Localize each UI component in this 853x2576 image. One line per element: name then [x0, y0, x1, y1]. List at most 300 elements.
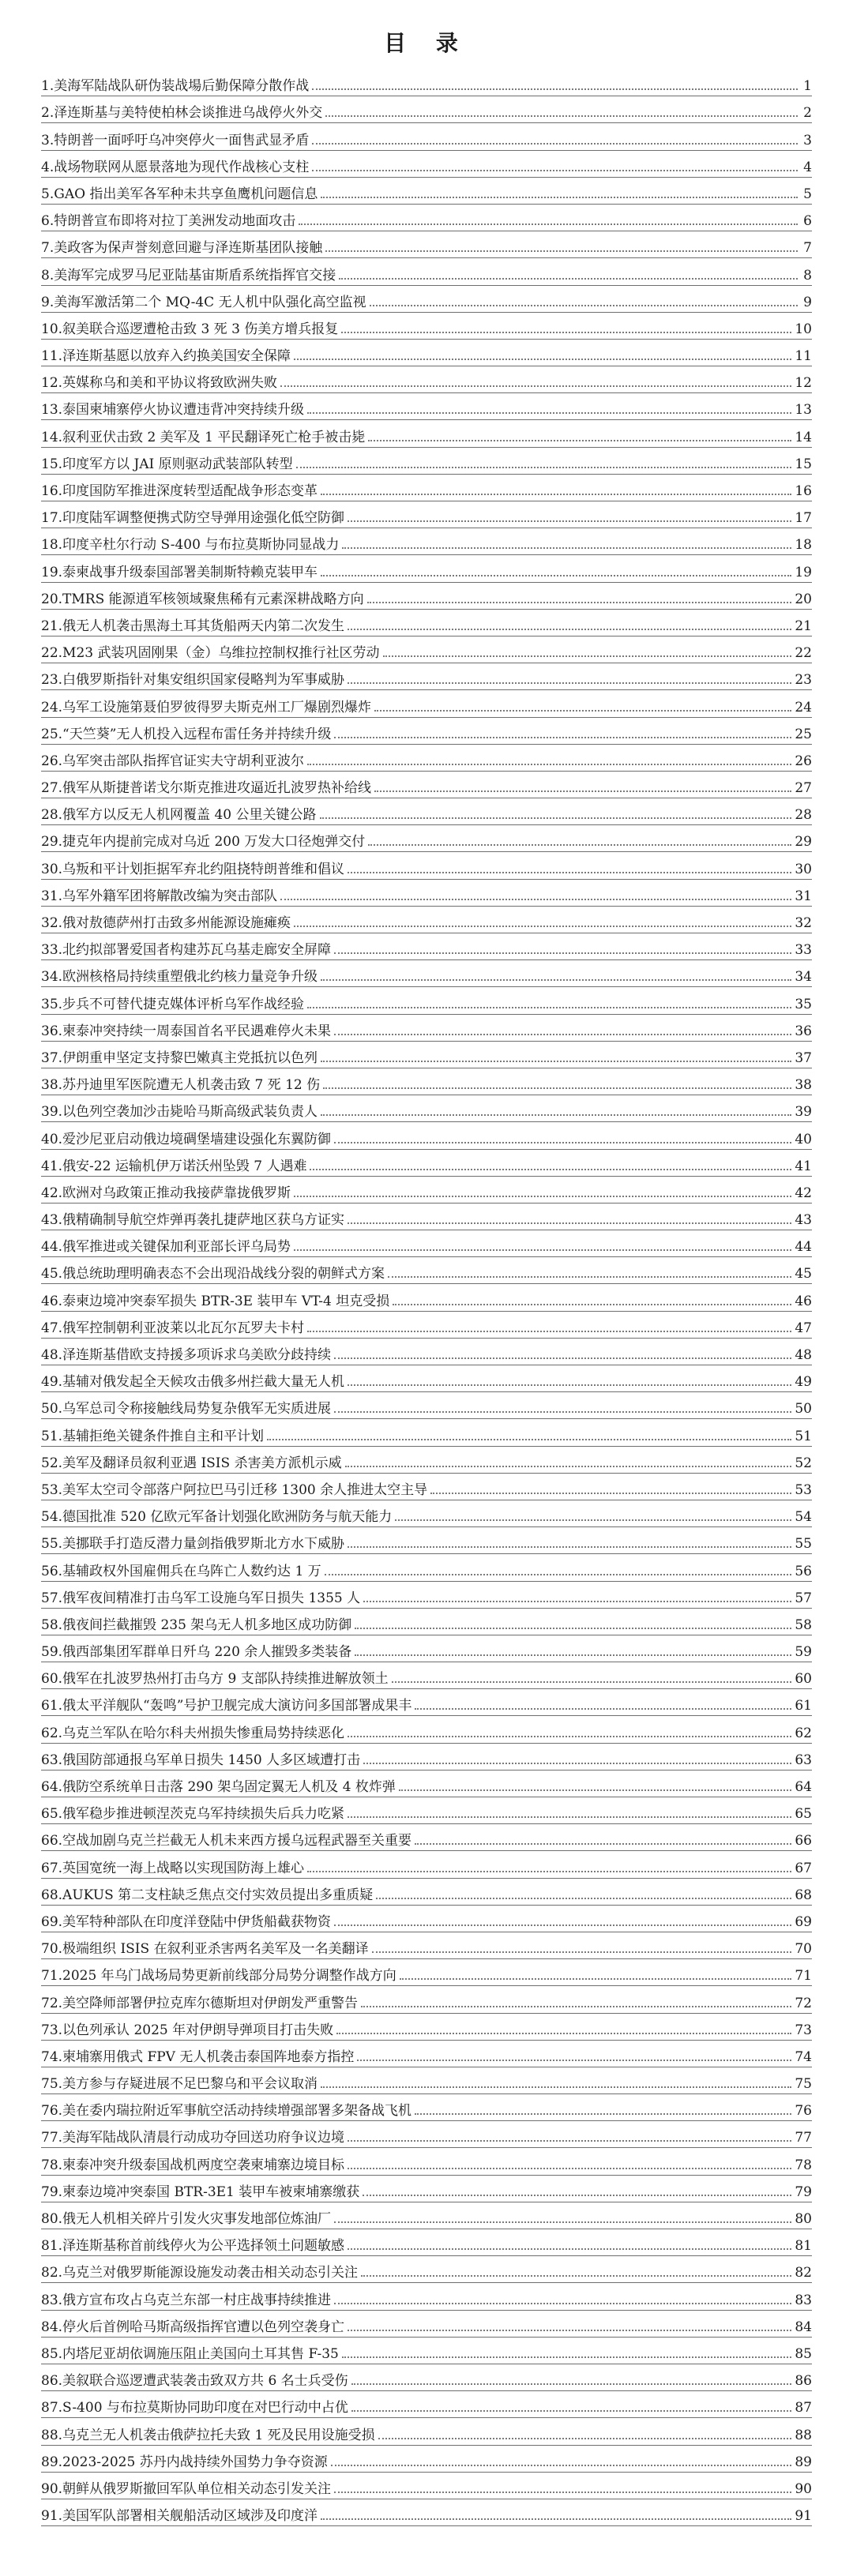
- toc-entry[interactable]: [41, 340, 812, 366]
- toc-entry-title: 泽连斯基与美特使柏林会谈推进乌战停火外交: [54, 105, 323, 122]
- toc-entry-title: 美海军激活第二个 MQ-4C 无人机中队强化高空监视: [54, 294, 366, 310]
- toc-entry[interactable]: [41, 205, 812, 231]
- toc-entry-number: 34.: [41, 969, 63, 986]
- toc-dot-leader: [355, 1654, 791, 1656]
- toc-entry-number: 59.: [41, 1644, 63, 1661]
- toc-entry[interactable]: [41, 1230, 812, 1257]
- toc-entry[interactable]: [41, 1554, 812, 1581]
- toc-entry[interactable]: [41, 2391, 812, 2418]
- toc-entry[interactable]: [41, 2148, 812, 2175]
- toc-entry-title: 白俄罗斯指针对集安组织国家侵略判为军事威胁: [62, 672, 345, 689]
- toc-entry[interactable]: [41, 1204, 812, 1230]
- toc-entry-number: 70.: [41, 1941, 63, 1958]
- toc-entry-number: 21.: [41, 618, 63, 634]
- toc-entry-page-number: 82: [795, 2265, 812, 2281]
- toc-entry-title: “天竺葵”无人机投入远程布雷任务并持续升级: [62, 726, 332, 742]
- toc-entry[interactable]: [41, 313, 812, 340]
- toc-entry-title: 基辅拒绝关键条件推自主和平计划: [62, 1428, 265, 1444]
- toc-entry-page-number: 59: [795, 1644, 812, 1661]
- toc-entry[interactable]: [41, 178, 812, 205]
- toc-entry-title: 美军太空司令部落户阿拉巴马引迁移 1300 余人推进太空主导: [62, 1481, 428, 1498]
- toc-entry[interactable]: [41, 1582, 812, 1609]
- toc-entry-page-number: 91: [795, 2508, 812, 2525]
- toc-entry-number: 82.: [41, 2265, 63, 2281]
- toc-entry-title: 俄西部集团军群单日歼乌 220 余人摧毁多类装备: [62, 1644, 352, 1661]
- toc-entry-title: 俄军夜间精准打击乌军工设施乌军日损失 1355 人: [62, 1590, 361, 1606]
- toc-entry-number: 49.: [41, 1374, 63, 1391]
- toc-entry[interactable]: [41, 1716, 812, 1743]
- toc-entry[interactable]: [41, 1419, 812, 1446]
- toc-entry-title: GAO 指出美军各军种未共享鱼鹰机问题信息: [54, 186, 318, 202]
- toc-entry[interactable]: [41, 1500, 812, 1527]
- toc-entry[interactable]: [41, 2311, 812, 2338]
- toc-entry-title: 特朗普一面呼吁乌冲突停火一面售武显矛盾: [54, 132, 310, 148]
- toc-entry[interactable]: [41, 123, 812, 150]
- toc-entry[interactable]: [41, 2041, 812, 2067]
- toc-entry-page-number: 38: [795, 1077, 812, 1094]
- toc-entry-page-number: 68: [795, 1887, 812, 1903]
- toc-dot-leader: [348, 2248, 791, 2250]
- toc-entry[interactable]: [41, 2229, 812, 2256]
- toc-entry-number: 71.: [41, 1968, 63, 1985]
- toc-entry-number: 67.: [41, 1860, 63, 1876]
- toc-entry-page-number: 2: [803, 105, 812, 122]
- toc-entry-title: M23 武装巩固刚果（金）乌维拉控制权推行社区劳动: [62, 645, 380, 662]
- toc-entry-title: 2025 年乌门战场局势更新前线部分局势分调整作战方向: [62, 1968, 396, 1985]
- toc-entry[interactable]: [41, 2446, 812, 2473]
- toc-entry[interactable]: [41, 880, 812, 907]
- toc-entry[interactable]: [41, 636, 812, 663]
- toc-entry-title: 特朗普宣布即将对拉丁美洲发动地面攻击: [54, 213, 296, 230]
- toc-entry-title: 柬埔寨用俄式 FPV 无人机袭击泰国阵地泰方指控: [62, 2048, 355, 2065]
- toc-dot-leader: [310, 1169, 791, 1170]
- toc-dot-leader: [325, 1574, 792, 1575]
- toc-dot-leader: [374, 710, 791, 712]
- toc-entry-title: 泽连斯基借欧支持援多项诉求乌美欧分歧持续: [62, 1347, 332, 1363]
- toc-entry-number: 13.: [41, 402, 63, 419]
- toc-dot-leader: [388, 1276, 791, 1278]
- toc-entry[interactable]: [41, 1392, 812, 1419]
- toc-entry-title: 欧洲对乌政策正推动我接萨靠拢俄罗斯: [62, 1185, 291, 1201]
- toc-entry-page-number: 58: [795, 1617, 812, 1633]
- toc-entry[interactable]: [41, 1474, 812, 1500]
- toc-dot-leader: [361, 2275, 791, 2277]
- toc-entry-page-number: 89: [795, 2454, 812, 2470]
- toc-entry-title: 捷克年内提前完成对乌近 200 万发大口径炮弹交付: [62, 834, 366, 851]
- toc-entry-page-number: 46: [795, 1293, 812, 1309]
- toc-entry-number: 11.: [41, 348, 63, 365]
- toc-entry[interactable]: [41, 1312, 812, 1339]
- toc-dot-leader: [294, 1196, 791, 1197]
- toc-dot-leader: [267, 1439, 791, 1440]
- toc-entry[interactable]: [41, 231, 812, 258]
- toc-entry[interactable]: [41, 1879, 812, 1906]
- toc-entry-title: 美海军陆战队清晨行动成功夺回送功府争议边境: [62, 2130, 345, 2146]
- toc-entry-page-number: 81: [795, 2238, 812, 2255]
- toc-dot-leader: [351, 2383, 792, 2385]
- toc-entry-title: 俄无人机袭击黑海土耳其货船两天内第二次发生: [62, 618, 345, 634]
- toc-dot-leader: [299, 223, 798, 225]
- toc-entry[interactable]: [41, 448, 812, 475]
- toc-entry-page-number: 20: [795, 591, 812, 607]
- toc-entry-number: 55.: [41, 1536, 63, 1553]
- toc-entry[interactable]: [41, 1932, 812, 1959]
- toc-entry-number: 57.: [41, 1590, 63, 1606]
- toc-entry-page-number: 21: [795, 618, 812, 634]
- toc-entry-page-number: 57: [795, 1590, 812, 1606]
- toc-entry-title: 美空降师部署伊拉克库尔德斯坦对伊朗发严重警告: [62, 1995, 359, 2011]
- toc-dot-leader: [383, 655, 792, 657]
- toc-dot-leader: [355, 1628, 791, 1629]
- toc-entry-number: 47.: [41, 1320, 63, 1336]
- toc-dot-leader: [392, 1681, 792, 1683]
- toc-entry[interactable]: [41, 1177, 812, 1204]
- toc-entry-page-number: 1: [803, 78, 812, 95]
- toc-entry-number: 83.: [41, 2292, 63, 2308]
- toc-dot-leader: [321, 2086, 791, 2088]
- toc-entry-title: 泽连斯基愿以放弃入约换美国安全保障: [62, 348, 291, 365]
- toc-entry-page-number: 49: [795, 1374, 812, 1391]
- toc-entry-title: 美军及翻译员叙利亚遇 ISIS 杀害美方派机示威: [62, 1455, 342, 1471]
- toc-entry-title: 乌军工设施第聂伯罗彼得罗夫斯克州工厂爆剧烈爆炸: [62, 699, 372, 715]
- toc-dot-leader: [334, 952, 791, 954]
- toc-dot-leader: [325, 115, 798, 117]
- toc-dot-leader: [361, 2006, 791, 2007]
- toc-entry[interactable]: [41, 1042, 812, 1068]
- toc-entry-number: 76.: [41, 2103, 63, 2120]
- toc-entry[interactable]: [41, 1015, 812, 1042]
- toc-entry-page-number: 87: [795, 2400, 812, 2416]
- toc-entry-title: 欧洲核格局持续重塑俄北约核力量竞争升级: [62, 969, 318, 986]
- toc-dot-leader: [320, 817, 792, 819]
- toc-dot-leader: [342, 2356, 792, 2358]
- toc-entry-title: 2023-2025 苏丹内战持续外国势力争夺资源: [62, 2454, 328, 2470]
- toc-entry[interactable]: [41, 960, 812, 987]
- toc-entry[interactable]: [41, 69, 812, 96]
- toc-entry-number: 65.: [41, 1806, 63, 1823]
- toc-entry-title: 俄太平洋舰队“轰鸣”号护卫舰完成大演访问多国部署成果丰: [62, 1698, 412, 1714]
- toc-entry-page-number: 52: [795, 1455, 812, 1471]
- toc-entry-page-number: 71: [795, 1968, 812, 1985]
- toc-entry-number: 89.: [41, 2454, 63, 2470]
- toc-entry[interactable]: [41, 501, 812, 528]
- toc-entry-page-number: 8: [803, 267, 812, 284]
- toc-entry[interactable]: [41, 1447, 812, 1474]
- toc-entry[interactable]: [41, 1959, 812, 1986]
- toc-entry-page-number: 30: [795, 861, 812, 877]
- toc-entry-page-number: 61: [795, 1698, 812, 1714]
- toc-entry[interactable]: [41, 1744, 812, 1771]
- toc-entry[interactable]: [41, 2067, 812, 2094]
- toc-entry-page-number: 10: [795, 321, 812, 337]
- toc-entry-page-number: 36: [795, 1023, 812, 1039]
- toc-dot-leader: [307, 1007, 791, 1008]
- toc-entry-page-number: 25: [795, 726, 812, 742]
- toc-entry-number: 8.: [41, 267, 54, 284]
- toc-entry-title: 内塔尼亚胡依调施压阻止美国向土耳其售 F-35: [62, 2345, 339, 2362]
- toc-entry-page-number: 15: [795, 456, 812, 472]
- toc-entry[interactable]: [41, 258, 812, 285]
- toc-entry-title: 俄军稳步推进顿涅茨克乌军持续损失后兵力吃紧: [62, 1806, 345, 1823]
- toc-entry[interactable]: [41, 1095, 812, 1122]
- toc-entry-title: 极端组织 ISIS 在叙利亚杀害两名美军及一名美翻译: [62, 1941, 369, 1958]
- toc-dot-leader: [334, 2303, 791, 2304]
- toc-dot-leader: [342, 547, 791, 549]
- toc-entry-number: 20.: [41, 591, 63, 607]
- toc-entry[interactable]: [41, 933, 812, 960]
- toc-dot-leader: [351, 2410, 791, 2412]
- toc-entry-page-number: 42: [795, 1185, 812, 1201]
- toc-entry[interactable]: [41, 772, 812, 798]
- toc-entry-number: 41.: [41, 1158, 63, 1174]
- toc-dot-leader: [348, 1546, 791, 1548]
- toc-entry[interactable]: [41, 1906, 812, 1932]
- toc-entry-title: 伊朗重申坚定支持黎巴嫩真主党抵抗以色列: [62, 1050, 318, 1066]
- toc-entry[interactable]: [41, 366, 812, 393]
- toc-entry-title: 美方参与存疑进展不足巴黎乌和平会议取消: [62, 2076, 318, 2093]
- toc-entry-title: 俄安-22 运输机伊万诺沃州坠毁 7 人遇难: [62, 1158, 307, 1174]
- toc-entry-title: 美海军陆战队研伪装战場后勤保障分散作战: [54, 78, 310, 95]
- toc-dot-leader: [334, 737, 791, 738]
- toc-entry-number: 64.: [41, 1779, 63, 1795]
- toc-dot-leader: [363, 1763, 791, 1764]
- toc-entry[interactable]: [41, 583, 812, 610]
- toc-entry-title: 印度辛杜尔行动 S-400 与布拉莫斯协同显战力: [62, 537, 340, 554]
- toc-entry-page-number: 7: [803, 240, 812, 257]
- toc-entry[interactable]: [41, 1797, 812, 1824]
- toc-entry-number: 28.: [41, 807, 63, 824]
- toc-entry-number: 36.: [41, 1023, 63, 1039]
- toc-entry-page-number: 65: [795, 1806, 812, 1823]
- toc-entry-title: TMRS 能源逍军核领域聚焦稀有元素深耕战略方向: [62, 591, 364, 607]
- toc-entry[interactable]: [41, 1150, 812, 1177]
- toc-entry[interactable]: [41, 555, 812, 582]
- toc-entry-page-number: 23: [795, 672, 812, 689]
- toc-entry-page-number: 37: [795, 1050, 812, 1066]
- toc-dot-leader: [312, 143, 798, 145]
- toc-entry-page-number: 63: [795, 1752, 812, 1768]
- toc-entry-number: 14.: [41, 429, 63, 445]
- toc-dot-leader: [334, 2492, 791, 2493]
- toc-entry-number: 10.: [41, 321, 63, 337]
- toc-dot-leader: [348, 2168, 791, 2169]
- toc-entry-page-number: 35: [795, 996, 812, 1012]
- toc-entry-number: 78.: [41, 2157, 63, 2173]
- toc-dot-leader: [334, 1411, 791, 1413]
- toc-entry-page-number: 11: [795, 348, 812, 365]
- toc-dot-leader: [378, 2438, 792, 2439]
- toc-entry-page-number: 74: [795, 2048, 812, 2065]
- toc-dot-leader: [321, 2518, 791, 2520]
- toc-entry-number: 18.: [41, 537, 63, 554]
- toc-dot-leader: [321, 979, 791, 981]
- toc-entry-number: 1.: [41, 78, 54, 95]
- toc-dot-leader: [321, 494, 791, 495]
- toc-entry[interactable]: [41, 420, 812, 447]
- toc-entry-number: 37.: [41, 1050, 63, 1066]
- toc-entry[interactable]: [41, 1824, 812, 1851]
- toc-entry-number: 6.: [41, 213, 54, 230]
- toc-entry[interactable]: [41, 1365, 812, 1392]
- toc-entry-page-number: 60: [795, 1671, 812, 1688]
- toc-entry-number: 80.: [41, 2211, 63, 2227]
- toc-entry[interactable]: [41, 745, 812, 772]
- toc-dot-leader: [374, 790, 791, 792]
- toc-entry-title: 美国军队部署相关舰船活动区域涉及印度洋: [62, 2508, 318, 2525]
- toc-dot-leader: [348, 682, 791, 684]
- toc-dot-leader: [368, 844, 791, 846]
- toc-entry[interactable]: [41, 2256, 812, 2283]
- toc-dot-leader: [321, 575, 791, 576]
- toc-entry[interactable]: [41, 987, 812, 1014]
- toc-entry-title: 印度陆军调整便携式防空导弹用途强化低空防御: [62, 510, 345, 527]
- toc-entry[interactable]: [41, 1122, 812, 1149]
- toc-entry[interactable]: [41, 528, 812, 555]
- toc-entry-number: 12.: [41, 375, 63, 392]
- toc-entry[interactable]: [41, 798, 812, 825]
- toc-dot-leader: [400, 1978, 792, 1980]
- toc-entry[interactable]: [41, 1068, 812, 1095]
- toc-entry-page-number: 79: [795, 2184, 812, 2200]
- toc-entry-page-number: 27: [795, 780, 812, 797]
- toc-entry-page-number: 43: [795, 1212, 812, 1229]
- toc-entry-title: 柬泰冲突升级泰国战机两度空袭柬埔寨边境目标: [62, 2157, 345, 2173]
- toc-entry[interactable]: [41, 151, 812, 178]
- toc-entry[interactable]: [41, 1771, 812, 1797]
- toc-entry-title: 美在委内瑞拉附近军事航空活动持续增强部署多架备战飞机: [62, 2103, 412, 2120]
- toc-entry-number: 29.: [41, 834, 63, 851]
- toc-entry[interactable]: [41, 2202, 812, 2229]
- toc-dot-leader: [348, 1816, 791, 1818]
- toc-entry[interactable]: [41, 1339, 812, 1365]
- toc-entry-title: 泰柬边境冲突泰军损失 BTR-3E 装甲车 VT-4 坦克受损: [62, 1293, 390, 1309]
- toc-entry-number: 60.: [41, 1671, 63, 1688]
- toc-entry[interactable]: [41, 852, 812, 879]
- toc-entry-title: 印度国防军推进深度转型适配战争形态变革: [62, 483, 318, 499]
- toc-entry-page-number: 3: [803, 132, 812, 148]
- toc-entry[interactable]: [41, 825, 812, 852]
- toc-entry[interactable]: [41, 475, 812, 501]
- toc-entry-number: 19.: [41, 564, 63, 580]
- toc-entry[interactable]: [41, 1284, 812, 1311]
- toc-entry-number: 22.: [41, 645, 63, 662]
- toc-entry-page-number: 28: [795, 807, 812, 824]
- toc-entry-number: 40.: [41, 1131, 63, 1147]
- toc-entry-number: 5.: [41, 186, 54, 202]
- toc-entry-title: 美叙联合巡逻遭武装袭击致双方共 6 名士兵受伤: [62, 2373, 348, 2390]
- toc-entry-title: 俄军从斯捷普诺戈尔斯克推进攻逼近扎波罗热补给线: [62, 780, 372, 797]
- toc-entry[interactable]: [41, 2364, 812, 2391]
- toc-dot-leader: [348, 629, 791, 630]
- toc-entry-page-number: 54: [795, 1509, 812, 1526]
- toc-entry[interactable]: [41, 2094, 812, 2121]
- toc-entry[interactable]: [41, 2473, 812, 2499]
- toc-entry-page-number: 31: [795, 888, 812, 904]
- toc-dot-leader: [415, 1708, 791, 1710]
- toc-entry[interactable]: [41, 2283, 812, 2310]
- toc-entry[interactable]: [41, 907, 812, 933]
- toc-entry-number: 91.: [41, 2508, 63, 2525]
- toc-entry-page-number: 39: [795, 1104, 812, 1121]
- toc-entry[interactable]: [41, 1662, 812, 1689]
- toc-dot-leader: [294, 359, 791, 360]
- toc-entry-number: 16.: [41, 483, 63, 499]
- toc-dot-leader: [357, 2060, 791, 2061]
- toc-entry[interactable]: [41, 2121, 812, 2148]
- toc-entry-page-number: 70: [795, 1941, 812, 1958]
- toc-dot-leader: [363, 2195, 791, 2196]
- toc-entry[interactable]: [41, 1609, 812, 1635]
- toc-entry[interactable]: [41, 1851, 812, 1878]
- toc-dot-leader: [348, 2140, 791, 2142]
- toc-entry[interactable]: [41, 1635, 812, 1662]
- toc-dot-leader: [280, 899, 791, 900]
- toc-entry[interactable]: [41, 1257, 812, 1284]
- toc-entry[interactable]: [41, 663, 812, 690]
- toc-entry[interactable]: [41, 1689, 812, 1716]
- toc-dot-leader: [339, 278, 798, 280]
- toc-dot-leader: [323, 1087, 791, 1089]
- toc-entry-title: 俄军推进或关键保加利亚部长评乌局势: [62, 1239, 291, 1256]
- toc-entry[interactable]: [41, 610, 812, 636]
- toc-entry[interactable]: [41, 96, 812, 123]
- toc-entry-title: 英国宽统一海上战略以实现国防海上雄心: [62, 1860, 305, 1876]
- toc-entry[interactable]: [41, 2418, 812, 2445]
- toc-entry[interactable]: [41, 690, 812, 717]
- toc-dot-leader: [393, 1304, 791, 1305]
- toc-entry-number: 7.: [41, 240, 54, 257]
- toc-entry-number: 58.: [41, 1617, 63, 1633]
- toc-entry[interactable]: [41, 718, 812, 745]
- toc-entry-number: 73.: [41, 2022, 63, 2038]
- toc-dot-leader: [348, 520, 791, 522]
- toc-entry-title: 俄国防部通报乌军单日损失 1450 人多区域遭打击: [62, 1752, 361, 1768]
- toc-entry-number: 42.: [41, 1185, 63, 1201]
- toc-entry-title: S-400 与布拉莫斯协同助印度在对巴行动中占优: [62, 2400, 348, 2416]
- toc-entry-title: 印度军方以 JAI 原则驱动武装部队转型: [62, 456, 293, 472]
- toc-entry-number: 53.: [41, 1481, 63, 1498]
- toc-entry[interactable]: [41, 2176, 812, 2202]
- toc-entry[interactable]: [41, 2338, 812, 2364]
- toc-entry-number: 86.: [41, 2373, 63, 2390]
- toc-dot-leader: [348, 2330, 791, 2331]
- toc-entry[interactable]: [41, 2014, 812, 2041]
- toc-entry-number: 48.: [41, 1347, 63, 1363]
- toc-entry-title: 北约拟部署爱国者构建苏瓦乌基走廊安全屏障: [62, 942, 332, 959]
- toc-entry-number: 25.: [41, 726, 63, 742]
- toc-entry-page-number: 40: [795, 1131, 812, 1147]
- toc-entry-page-number: 17: [795, 510, 812, 527]
- toc-entry[interactable]: [41, 393, 812, 420]
- toc-entry-title: 俄夜间拦截摧毁 235 架乌无人机多地区成功防御: [62, 1617, 352, 1633]
- toc-entry-page-number: 24: [795, 699, 812, 715]
- toc-entry-title: 乌叛和平计划拒据军弃北约阻挠特朗普维和倡议: [62, 861, 345, 877]
- toc-entry[interactable]: [41, 1986, 812, 2013]
- toc-entry[interactable]: [41, 286, 812, 313]
- toc-entry[interactable]: [41, 1527, 812, 1554]
- toc-entry-page-number: 44: [795, 1239, 812, 1256]
- toc-entry[interactable]: [41, 2499, 812, 2526]
- toc-entry-page-number: 84: [795, 2319, 812, 2335]
- toc-entry-title: 基辅政权外国雇佣兵在乌阵亡人数约达 1 万: [62, 1563, 321, 1579]
- toc-entry-page-number: 69: [795, 1913, 812, 1930]
- toc-entry-number: 87.: [41, 2400, 63, 2416]
- toc-entry-title: 泽连斯基称首前线停火为公平选择领土问题敏感: [62, 2238, 345, 2255]
- toc-dot-leader: [376, 1898, 791, 1899]
- toc-entry-page-number: 14: [795, 429, 812, 445]
- toc-entry-title: 停火后首例哈马斯高级指挥官遭以色列空袭身亡: [62, 2319, 345, 2335]
- toc-entry-number: 81.: [41, 2238, 63, 2255]
